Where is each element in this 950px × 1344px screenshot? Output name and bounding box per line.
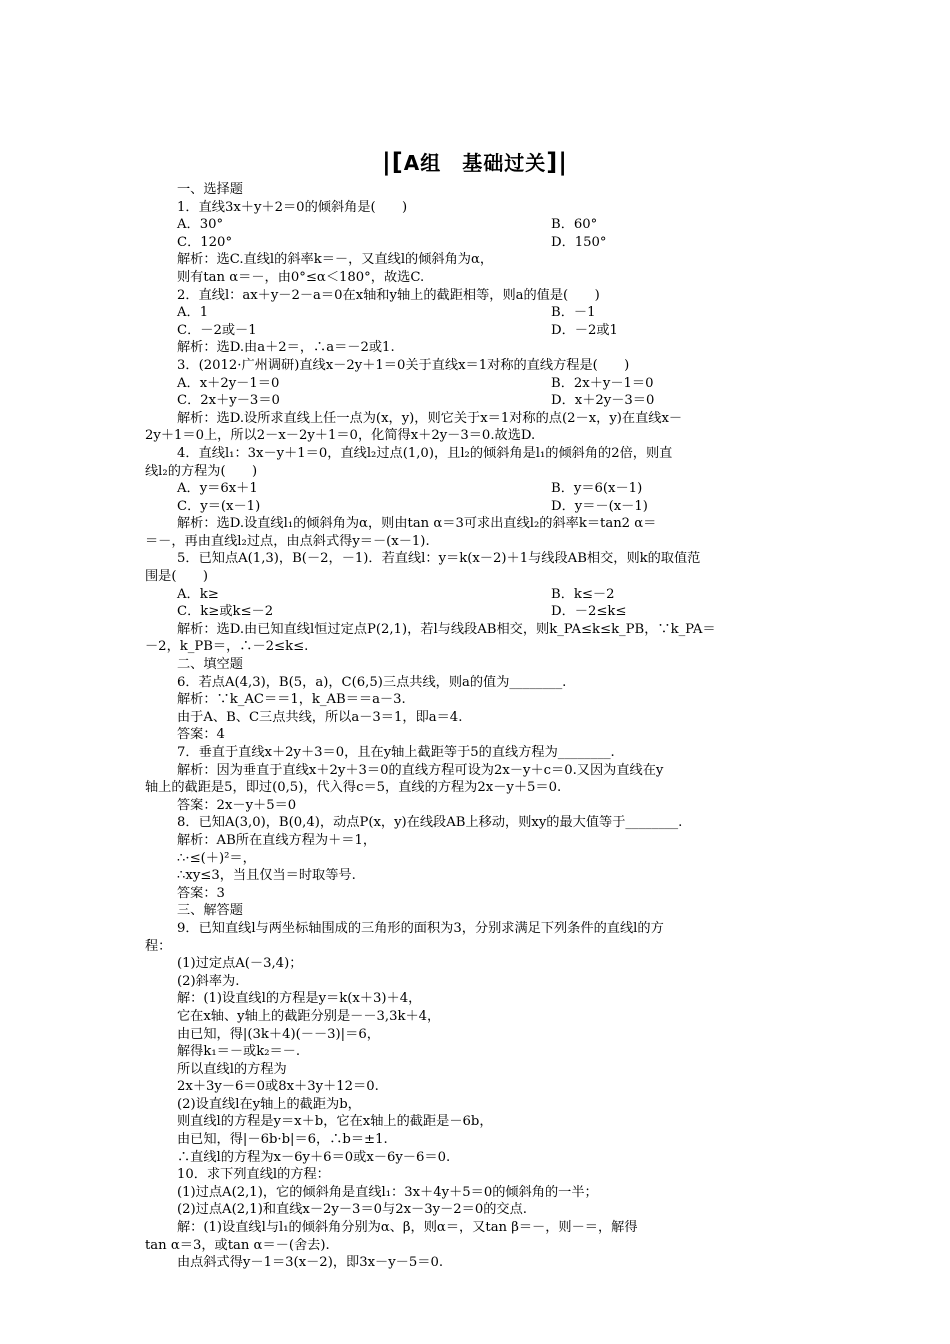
text-line: tan α＝3，或tan α＝－(舍去). bbox=[145, 1237, 330, 1253]
text-line: 10．求下列直线l的方程： bbox=[177, 1167, 330, 1183]
option-text: C．120° bbox=[177, 234, 233, 250]
text-line: 它在x轴、y轴上的截距分别是－－3,3k＋4， bbox=[177, 1008, 441, 1024]
text-line: 解析：选C.直线l的斜率k＝－，又直线l的倾斜角为α， bbox=[177, 252, 494, 268]
text-line: 4．直线l₁：3x－y＋1＝0，直线l₂过点(1,0)，且l₂的倾斜角是l₁的倾斜角的2倍，则直 bbox=[177, 445, 673, 461]
option-text: B．－1 bbox=[551, 305, 596, 321]
title-bracket-left: |[ bbox=[382, 148, 404, 176]
option-text: C．y＝(x－1) bbox=[177, 498, 261, 514]
title-text: A组 基础过关 bbox=[403, 151, 547, 175]
text-line: 答案：2x－y＋5＝0 bbox=[177, 797, 297, 813]
text-line: 轴上的截距是5，即过(0,5)，代入得c＝5，直线的方程为2x－y＋5＝0. bbox=[145, 780, 562, 796]
text-line: 答案：3 bbox=[177, 885, 225, 901]
option-text: C．－2或－1 bbox=[177, 322, 257, 338]
option-text: A．30° bbox=[177, 217, 224, 233]
text-line: 8．已知A(3,0)，B(0,4)，动点P(x，y)在线段AB上移动，则xy的最大值等于________. bbox=[177, 815, 683, 831]
options-row bbox=[145, 375, 809, 393]
text-line: 解析：选D.由已知直线l恒过定点P(2,1)，若l与线段AB相交，则k_PA≤k≤k_PB，∵k_PA＝ bbox=[177, 621, 716, 637]
text-line: 2．直线l：ax＋y－2－a＝0在x轴和y轴上的截距相等，则a的值是( ) bbox=[177, 287, 600, 303]
options-row bbox=[145, 603, 809, 621]
text-line: 则有tan α＝－，由0°≤α＜180°，故选C. bbox=[177, 269, 425, 285]
text-line: 解析：AB所在直线方程为＋＝1， bbox=[177, 832, 377, 848]
options-row bbox=[145, 498, 809, 516]
text-line: ∴直线l的方程为x－6y＋6＝0或x－6y－6＝0. bbox=[177, 1149, 451, 1165]
options-row bbox=[145, 304, 809, 322]
text-line: 解得k₁＝－或k₂＝－. bbox=[177, 1044, 301, 1060]
text-line: (2)设直线l在y轴上的截距为b， bbox=[177, 1096, 361, 1112]
option-text: A．x＋2y－1＝0 bbox=[177, 375, 280, 391]
text-line: 解析：选D.设所求直线上任一点为(x，y)，则它关于x＝1对称的点(2－x，y)在直线x－ bbox=[177, 410, 683, 426]
options-row bbox=[145, 322, 809, 340]
text-line: 3．(2012·广州调研)直线x－2y＋1＝0关于直线x＝1对称的直线方程是( ) bbox=[177, 357, 630, 373]
text-line: 2y＋1＝0上，所以2－x－2y＋1＝0，化简得x＋2y－3＝0.故选D. bbox=[145, 428, 536, 444]
text-line: 由已知，得|－6b·b|＝6，∴b＝±1. bbox=[177, 1132, 388, 1148]
text-line: (1)过点A(2,1)，它的倾斜角是直线l₁：3x＋4y＋5＝0的倾斜角的一半； bbox=[177, 1184, 598, 1200]
option-text: D．150° bbox=[551, 234, 607, 250]
options-row bbox=[145, 392, 809, 410]
text-line: －2，k_PB＝，∴－2≤k≤. bbox=[145, 639, 309, 655]
option-text: D．－2或1 bbox=[551, 322, 618, 338]
text-line: (1)过定点A(－3,4)； bbox=[177, 956, 303, 972]
text-line: 6．若点A(4,3)，B(5，a)，C(6,5)三点共线，则a的值为________. bbox=[177, 674, 567, 690]
text-line: 由点斜式得y－1＝3(x－2)，即3x－y－5＝0. bbox=[177, 1255, 444, 1271]
text-line: ∴xy≤3，当且仅当＝时取等号. bbox=[177, 868, 356, 884]
text-line: (2)过点A(2,1)和直线x－2y－3＝0与2x－3y－2＝0的交点. bbox=[177, 1202, 527, 1218]
text-line: 三、解答题 bbox=[177, 903, 243, 919]
options-row bbox=[145, 586, 809, 604]
option-text: A．y＝6x＋1 bbox=[177, 481, 258, 497]
option-text: B．y＝6(x－1) bbox=[551, 481, 643, 497]
option-text: D．x＋2y－3＝0 bbox=[551, 393, 655, 409]
text-line: 9．已知直线l与两坐标轴围成的三角形的面积为3，分别求满足下列条件的直线l的方 bbox=[177, 920, 664, 936]
text-line: 答案：4 bbox=[177, 727, 225, 743]
option-text: B．2x＋y－1＝0 bbox=[551, 375, 654, 391]
title-bracket-right: ]| bbox=[546, 148, 568, 176]
text-line: 所以直线l的方程为 bbox=[177, 1061, 287, 1077]
option-text: B．k≤－2 bbox=[551, 586, 615, 602]
text-line: 解：(1)设直线l与l₁的倾斜角分别为α、β，则α＝，又tan β＝－，则－＝，解得 bbox=[177, 1220, 638, 1236]
text-line: 解析：选D.设直线l₁的倾斜角为α，则由tan α＝3可求出直线l₂的斜率k＝tan2 α＝ bbox=[177, 516, 657, 532]
text-line: 解析：选D.由a＋2＝，∴a＝－2或1. bbox=[177, 340, 395, 356]
text-line: 则直线l的方程是y＝x＋b，它在x轴上的截距是－6b， bbox=[177, 1114, 493, 1130]
option-text: A．k≥ bbox=[177, 586, 219, 602]
text-line: 一、选择题 bbox=[177, 182, 243, 197]
options-row bbox=[145, 216, 809, 234]
text-line: 5．已知点A(1,3)，B(－2，－1)．若直线l：y＝k(x－2)＋1与线段AB相交，则k的取值范 bbox=[177, 551, 701, 567]
text-line: 线l₂的方程为( ) bbox=[145, 463, 258, 479]
options-row bbox=[145, 480, 809, 498]
text-line: ∴·≤(＋)²＝， bbox=[177, 850, 256, 866]
text-line: 解：(1)设直线l的方程是y＝k(x＋3)＋4， bbox=[177, 991, 422, 1007]
option-text: C．2x＋y－3＝0 bbox=[177, 393, 280, 409]
text-line: 7．垂直于直线x＋2y＋3＝0，且在y轴上截距等于5的直线方程为________. bbox=[177, 745, 615, 760]
text-line: 二、填空题 bbox=[177, 657, 243, 673]
section-title bbox=[0, 147, 950, 176]
text-line: 由于A、B、C三点共线，所以a－3＝1，即a＝4. bbox=[177, 709, 463, 725]
text-line: 2x＋3y－6＝0或8x＋3y＋12＝0. bbox=[177, 1079, 379, 1095]
text-line: 1．直线3x＋y＋2＝0的倾斜角是( ) bbox=[177, 199, 408, 215]
option-text: A．1 bbox=[177, 305, 209, 321]
text-line: (2)斜率为. bbox=[177, 973, 240, 989]
option-text: D．－2≤k≤ bbox=[551, 604, 627, 620]
text-line: ＝－，再由直线l₂过点，由点斜式得y＝－(x－1). bbox=[145, 533, 430, 549]
text-line: 解析：因为垂直于直线x＋2y＋3＝0的直线方程可设为2x－y＋c＝0.又因为直线在y bbox=[177, 762, 664, 778]
text-line: 程： bbox=[145, 938, 172, 954]
option-text: B．60° bbox=[551, 217, 598, 233]
options-row bbox=[145, 234, 809, 252]
option-text: C．k≥或k≤－2 bbox=[177, 604, 274, 620]
text-line: 围是( ) bbox=[145, 569, 209, 585]
text-line: 由已知，得|(3k＋4)(－－3)|＝6， bbox=[177, 1026, 380, 1042]
option-text: D．y＝－(x－1) bbox=[551, 498, 648, 514]
document-body bbox=[145, 181, 809, 1272]
text-line: 解析：∵k_AC＝＝1，k_AB＝＝a－3. bbox=[177, 692, 406, 708]
